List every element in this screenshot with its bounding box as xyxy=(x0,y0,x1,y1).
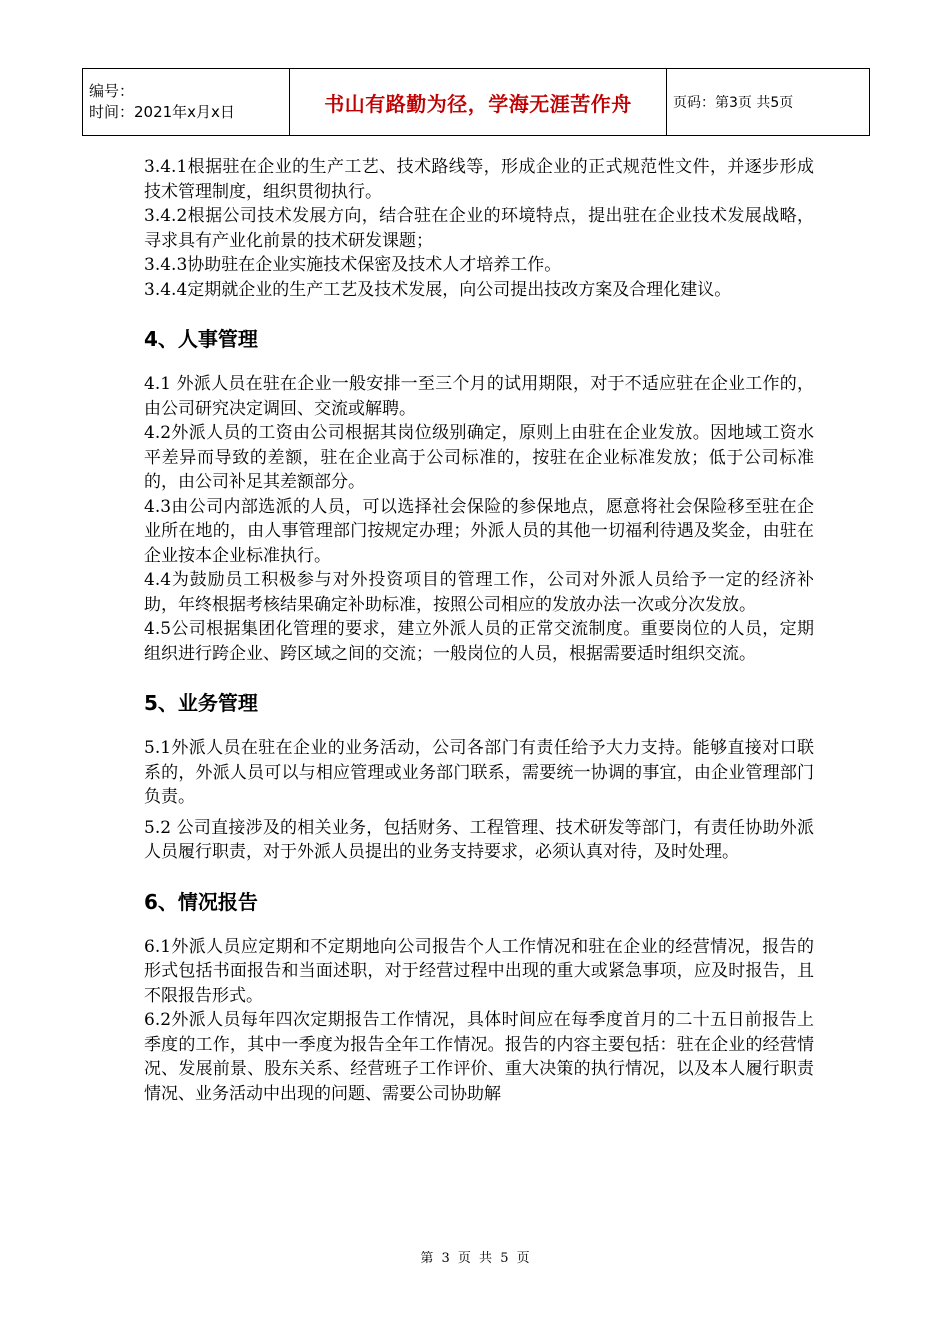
header-page-info: 页码：第3页 共5页 xyxy=(667,69,870,136)
section-heading-business: 5、业务管理 xyxy=(144,691,258,715)
document-body xyxy=(144,155,814,1106)
document-header xyxy=(82,68,870,136)
paragraph-5-1: 5.1外派人员在驻在企业的业务活动，公司各部门有责任给予大力支持。能够直接对口联系的，外派人员可以与相应管理或业务部门联系，需要统一协调的事宜，由企业管理部门负责。 xyxy=(144,738,814,807)
paragraph-4-2: 4.2外派人员的工资由公司根据其岗位级别确定，原则上由驻在企业发放。因地域工资水平差异而导致的差额，驻在企业高于公司标准的，按驻在企业标准发放；低于公司标准的，由公司补足其差额部分。 xyxy=(144,423,814,492)
paragraph-4-1: 4.1 外派人员在驻在企业一般安排一至三个月的试用期限，对于不适应驻在企业工作的，由公司研究决定调回、交流或解聘。 xyxy=(144,374,814,419)
paragraph-6-2: 6.2外派人员每年四次定期报告工作情况，具体时间应在每季度首月的二十五日前报告上季度的工作，其中一季度为报告全年工作情况。报告的内容主要包括：驻在企业的经营情况、发展前景、股东关系、经营班子工作评价、重大决策的执行情况，以及本人履行职责情况、业务活动中出现的问题、需要公司协助解 xyxy=(144,1010,814,1104)
paragraph-3-4-1: 3.4.1根据驻在企业的生产工艺、技术路线等，形成企业的正式规范性文件，并逐步形成技术管理制度，组织贯彻执行。 xyxy=(144,157,814,202)
paragraph-4-5: 4.5公司根据集团化管理的要求，建立外派人员的正常交流制度。重要岗位的人员，定期组织进行跨企业、跨区域之间的交流；一般岗位的人员，根据需要适时组织交流。 xyxy=(144,619,814,664)
paragraph-5-2: 5.2 公司直接涉及的相关业务，包括财务、工程管理、技术研发等部门，有责任协助外派人员履行职责，对于外派人员提出的业务支持要求，必须认真对待，及时处理。 xyxy=(144,817,814,862)
paragraph-4-4: 4.4为鼓励员工积极参与对外投资项目的管理工作，公司对外派人员给予一定的经济补助，年终根据考核结果确定补助标准，按照公司相应的发放办法一次或分次发放。 xyxy=(144,570,814,615)
header-meta-cell xyxy=(83,69,290,136)
document-number-label: 编号： xyxy=(89,82,135,100)
paragraph-3-4-4: 3.4.4定期就企业的生产工艺及技术发展，向公司提出技改方案及合理化建议。 xyxy=(144,279,732,300)
section-heading-reporting: 6、情况报告 xyxy=(144,889,258,914)
paragraph-3-4-3: 3.4.3协助驻在企业实施技术保密及技术人才培养工作。 xyxy=(144,255,562,275)
paragraph-4-3: 4.3由公司内部选派的人员，可以选择社会保险的参保地点，愿意将社会保险移至驻在企业所在地的，由人事管理部门按规定办理；外派人员的其他一切福利待遇及奖金，由驻在企业按本企业标准执行。 xyxy=(144,496,814,566)
paragraph-6-1: 6.1外派人员应定期和不定期地向公司报告个人工作情况和驻在企业的经营情况，报告的形式包括书面报告和当面述职，对于经营过程中出现的重大或紧急事项，应及时报告，且不限报告形式。 xyxy=(144,936,814,1006)
paragraph-3-4-2: 3.4.2根据公司技术发展方向，结合驻在企业的环境特点，提出驻在企业技术发展战略，寻求具有产业化前景的技术研发课题； xyxy=(144,206,814,251)
document-time-label: 时间：2021年x月x日 xyxy=(89,103,235,121)
section-heading-personnel: 4、人事管理 xyxy=(144,327,258,351)
page-footer: 第 3 页 共 5 页 xyxy=(420,1251,530,1266)
header-motto: 书山有路勤为径，学海无涯苦作舟 xyxy=(290,69,667,136)
